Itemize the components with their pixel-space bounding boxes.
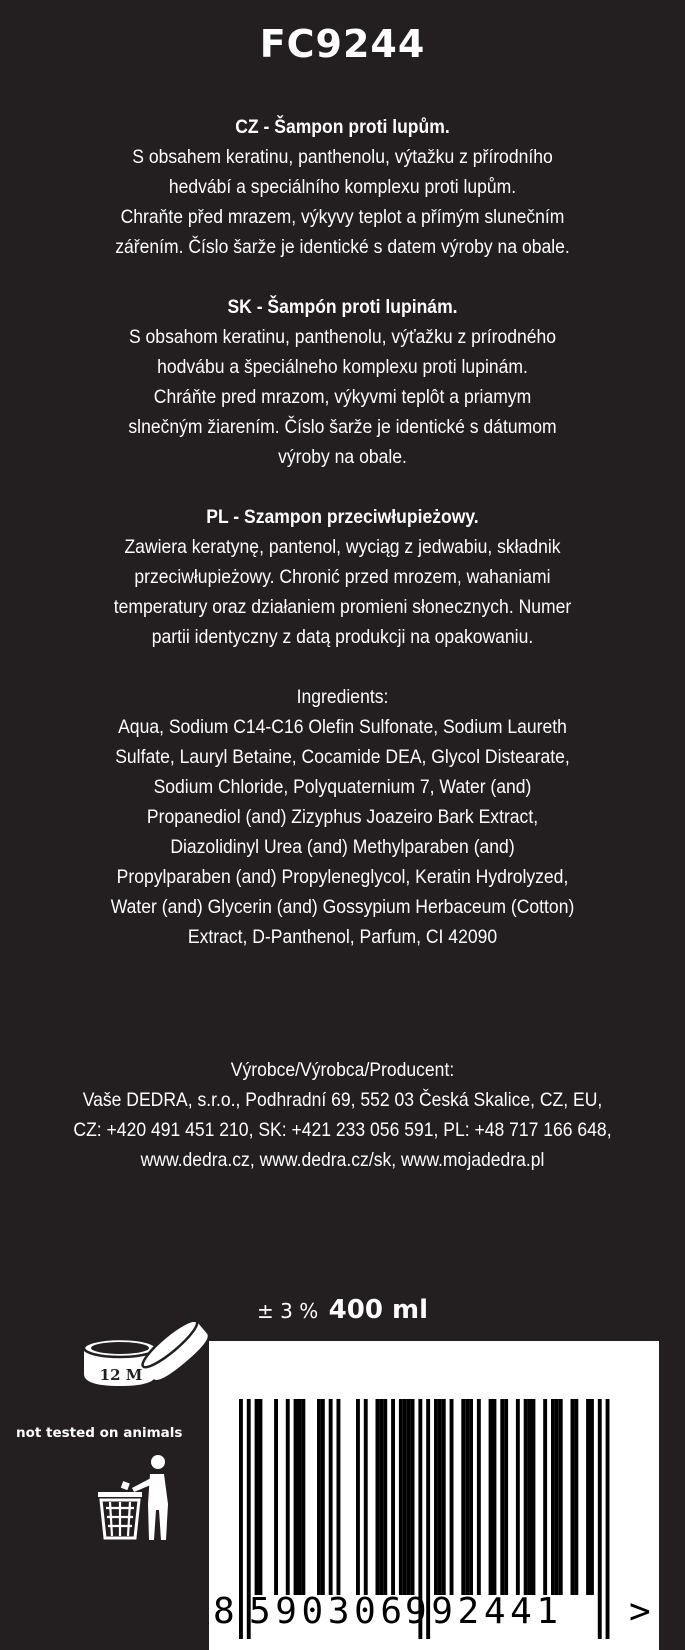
barcode-bar xyxy=(489,1399,493,1595)
barcode-bar xyxy=(383,1399,387,1595)
cz-line: hedvábí a speciálního komplexu proti lupům. xyxy=(168,176,517,198)
ingredients-line: Diazolidinyl Urea (and) Methylparaben (and) xyxy=(170,836,515,858)
cz-line: zářením. Číslo šarže je identické s datem výroby na obale. xyxy=(115,236,570,258)
barcode-digit-lead: 8 xyxy=(213,1591,235,1632)
pl-line: Zawiera keratynę, pantenol, wyciąg z jedwabiu, składnik xyxy=(124,536,561,558)
cz-line: Chraňte před mrazem, výkyvy teplot a přímým slunečním xyxy=(120,206,565,228)
barcode-bar xyxy=(551,1399,555,1595)
ingredients-line: Propylparaben (and) Propyleneglycol, Keratin Hydrolyzed, xyxy=(116,866,569,888)
sk-section xyxy=(34,292,651,472)
sk-line: hodvábu a špeciálneho komplexu proti lupinám. xyxy=(157,356,528,378)
barcode-digits xyxy=(209,1591,659,1641)
ingredients-heading: Ingredients: xyxy=(296,686,389,708)
barcode-bar xyxy=(379,1399,383,1595)
barcode-bar xyxy=(274,1399,278,1595)
barcode-bar xyxy=(391,1399,395,1595)
trash-bin-icon xyxy=(98,1452,178,1547)
sk-line: slnečným žiarením. Číslo šarže je identické s dátumom xyxy=(128,416,557,438)
barcode-bar xyxy=(442,1399,446,1595)
barcode-bar xyxy=(528,1399,532,1595)
barcode-bar xyxy=(543,1399,547,1595)
barcode-bar xyxy=(504,1399,508,1595)
barcode-bar xyxy=(516,1399,520,1595)
ingredients-line: Sulfate, Lauryl Betaine, Cocamide DEA, Glycol Distearate, xyxy=(115,746,570,768)
barcode-bar xyxy=(532,1399,536,1595)
barcode-bar xyxy=(407,1399,411,1595)
barcode-bar xyxy=(337,1399,341,1595)
barcode-bar xyxy=(465,1399,469,1595)
barcode-bar xyxy=(434,1399,438,1595)
pl-heading: PL - Szampon przeciwłupieżowy. xyxy=(206,506,479,528)
ingredients-line: Sodium Chloride, Polyquaternium 7, Water (and) xyxy=(153,776,532,798)
pl-line: temperatury oraz działaniem promieni słonecznych. Numer xyxy=(113,596,572,618)
barcode-bar xyxy=(571,1399,575,1595)
barcode-bar xyxy=(364,1399,368,1595)
sk-line: výroby na obale. xyxy=(278,446,407,468)
barcode xyxy=(209,1341,659,1650)
barcode-bar xyxy=(590,1399,594,1595)
barcode-bar xyxy=(294,1399,298,1595)
cz-line: S obsahem keratinu, panthenolu, výtažku z přírodního xyxy=(132,146,553,168)
barcode-bar xyxy=(559,1399,563,1595)
barcode-bar xyxy=(376,1399,380,1595)
barcode-digits-right: 992441 xyxy=(405,1591,563,1632)
barcode-bar xyxy=(356,1399,360,1595)
ingredients-line: Extract, D-Panthenol, Parfum, CI 42090 xyxy=(187,926,498,948)
ingredients-section xyxy=(34,682,651,952)
ingredients-line: Aqua, Sodium C14-C16 Olefin Sulfonate, Sodium Laureth xyxy=(118,716,567,738)
barcode-bar xyxy=(524,1399,528,1595)
barcode-bar xyxy=(411,1399,415,1595)
barcode-bar xyxy=(399,1399,403,1595)
pl-line: przeciwłupieżowy. Chronić przed mrozem, wahaniami xyxy=(134,566,551,588)
sk-line: S obsahom keratinu, panthenolu, výťažku z prírodného xyxy=(128,326,557,348)
ingredients-line: Propanediol (and) Zizyphus Joazeiro Bark Extract, xyxy=(146,806,539,828)
sk-line: Chráňte pred mrazom, výkyvmi teplôt a priamym xyxy=(153,386,532,408)
producer-section xyxy=(34,1055,651,1175)
barcode-bar xyxy=(255,1399,259,1595)
barcode-bar xyxy=(286,1399,290,1595)
barcode-bar xyxy=(586,1399,590,1595)
barcode-bar xyxy=(574,1399,578,1595)
barcode-bar xyxy=(329,1399,333,1595)
barcode-bar xyxy=(321,1399,325,1595)
open-jar-icon xyxy=(80,1322,210,1407)
barcode-bar xyxy=(500,1399,504,1595)
producer-phones: CZ: +420 491 451 210, SK: +421 233 056 591, PL: +48 717 166 648, xyxy=(73,1119,612,1141)
barcode-digits-left: 590306 xyxy=(249,1591,407,1632)
not-tested-label: not tested on animals xyxy=(16,1425,183,1441)
producer-websites: www.dedra.cz, www.dedra.cz/sk, www.mojadedra.pl xyxy=(140,1149,545,1171)
producer-heading: Výrobce/Výrobca/Producent: xyxy=(230,1059,455,1081)
barcode-bar xyxy=(450,1399,454,1595)
barcode-bar xyxy=(477,1399,481,1595)
barcode-bar xyxy=(298,1399,302,1595)
quantity xyxy=(0,1295,685,1325)
volume-tolerance: ± 3 % xyxy=(257,1299,319,1323)
sk-heading: SK - Šampón proti lupinám. xyxy=(227,296,458,318)
barcode-bar xyxy=(403,1399,407,1595)
producer-address: Vaše DEDRA, s.r.o., Podhradní 69, 552 03 Česká Skalice, CZ, EU, xyxy=(82,1089,603,1111)
barcode-bar xyxy=(461,1399,465,1595)
barcode-bar xyxy=(493,1399,497,1595)
volume: 400 ml xyxy=(328,1295,428,1325)
barcode-bar xyxy=(469,1399,473,1595)
barcode-quiet-marker: > xyxy=(629,1591,651,1632)
barcode-bar xyxy=(301,1399,305,1595)
barcode-bar xyxy=(438,1399,442,1595)
barcode-bar xyxy=(259,1399,263,1595)
pao-label: 12 M xyxy=(99,1366,143,1384)
cz-section xyxy=(34,112,651,262)
pl-section xyxy=(34,502,651,652)
barcode-bar xyxy=(317,1399,321,1595)
pl-line: partii identyczny z datą produkcji na opakowaniu. xyxy=(151,626,534,648)
barcode-bar xyxy=(555,1399,559,1595)
ingredients-line: Water (and) Glycerin (and) Gossypium Herbaceum (Cotton) xyxy=(110,896,575,918)
product-code: FC9244 xyxy=(259,22,426,66)
cz-heading: CZ - Šampon proti lupům. xyxy=(235,116,450,138)
